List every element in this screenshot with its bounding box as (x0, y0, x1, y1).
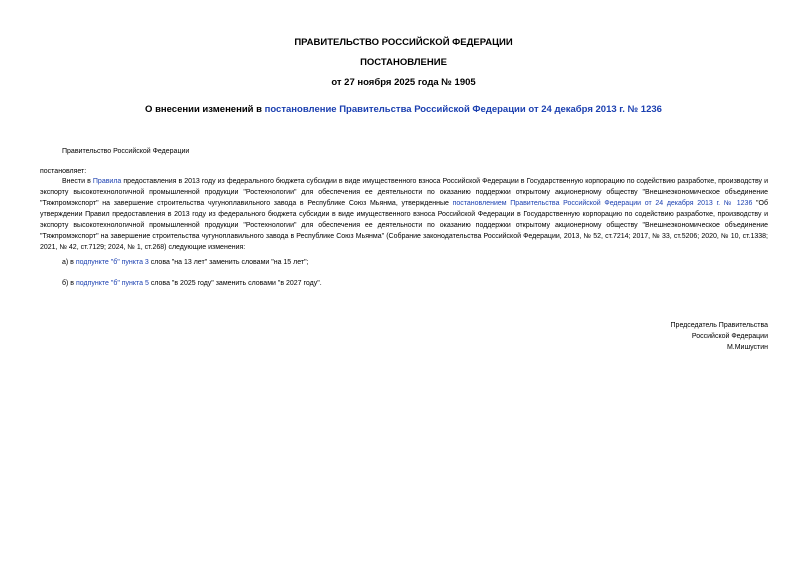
signature-org-line: Российской Федерации (691, 333, 768, 340)
resolves-text: постановляет: (40, 168, 87, 175)
item-a-prefix: а) в (62, 259, 76, 266)
main-text-part-3: "Об утверждении Правил предоставления в 2013 году из федерального бюджета субсидии в виде имущественного взноса Российской Федерации в Государственную корпорацию по содействию разработке, производству и экспорту высокотехнологичной промышленной продукции "Ростехнологии" для обеспечения ее деятельности по оказанию поддержки открытому акционерному обществу "Внешнеэкономическое объединение "Тяжпромэкспорт" на завершение строительства чугуноплавильного завода в Республике Союз Мьянма" (Собрание законодательства Российской Федерации, 2013, № 52, ст.7214; 2017, № 33, ст.5206; 2020, № 10, ст.1338; 2021, № 42, ст.7129; 2024, № 1, ст.268) следующие изменения: (40, 200, 768, 251)
decree-1236-link[interactable]: постановлением Правительства Российской Федерации от 24 декабря 2013 г. № 1236 (452, 200, 753, 207)
issuing-authority: Правительство Российской Федерации (62, 148, 190, 155)
title-decree-link[interactable]: постановление Правительства Российской Федерации от 24 декабря 2013 г. № 1236 (264, 104, 662, 115)
document-type-heading: ПОСТАНОВЛЕНИЕ (360, 57, 447, 68)
item-b-prefix: б) в (62, 280, 76, 287)
main-paragraph (40, 176, 768, 253)
government-heading: ПРАВИТЕЛЬСТВО РОССИЙСКОЙ ФЕДЕРАЦИИ (294, 37, 513, 48)
item-a-link[interactable]: подпункте "б" пункта 3 (75, 259, 149, 266)
item-b-link[interactable]: подпункте "б" пункта 5 (75, 280, 149, 287)
main-text-part-2: предоставления в 2013 году из федерального бюджета субсидии в виде имущественного взноса Российской Федерации в Государственную корпорацию по содействию разработке, производству и экспорту высокотехнологичной промышленной продукции "Ростехнологии" для обеспечения ее деятельности по оказанию поддержки открытому акционерному обществу "Внешнеэкономическое объединение "Тяжпромэкспорт" на завершение строительства чугуноплавильного завода в Республике Союз Мьянма, утвержденные (40, 178, 769, 207)
amendment-item-b (62, 278, 322, 289)
signature-name-line: М.Мишустин (726, 344, 768, 351)
item-b-text: слова "в 2025 году" заменить словами "в 2027 году". (148, 280, 322, 287)
title-prefix: О внесении изменений в (145, 104, 265, 115)
date-number-heading: от 27 ноября 2025 года № 1905 (331, 77, 476, 88)
item-a-text: слова "на 13 лет" заменить словами "на 15 лет"; (148, 259, 309, 266)
signature-title-line: Председатель Правительства (670, 322, 768, 329)
amendment-item-a (62, 257, 309, 268)
document-title (0, 104, 807, 115)
rules-link[interactable]: Правила (92, 178, 122, 185)
main-text-part-1: Внести в (62, 178, 93, 185)
